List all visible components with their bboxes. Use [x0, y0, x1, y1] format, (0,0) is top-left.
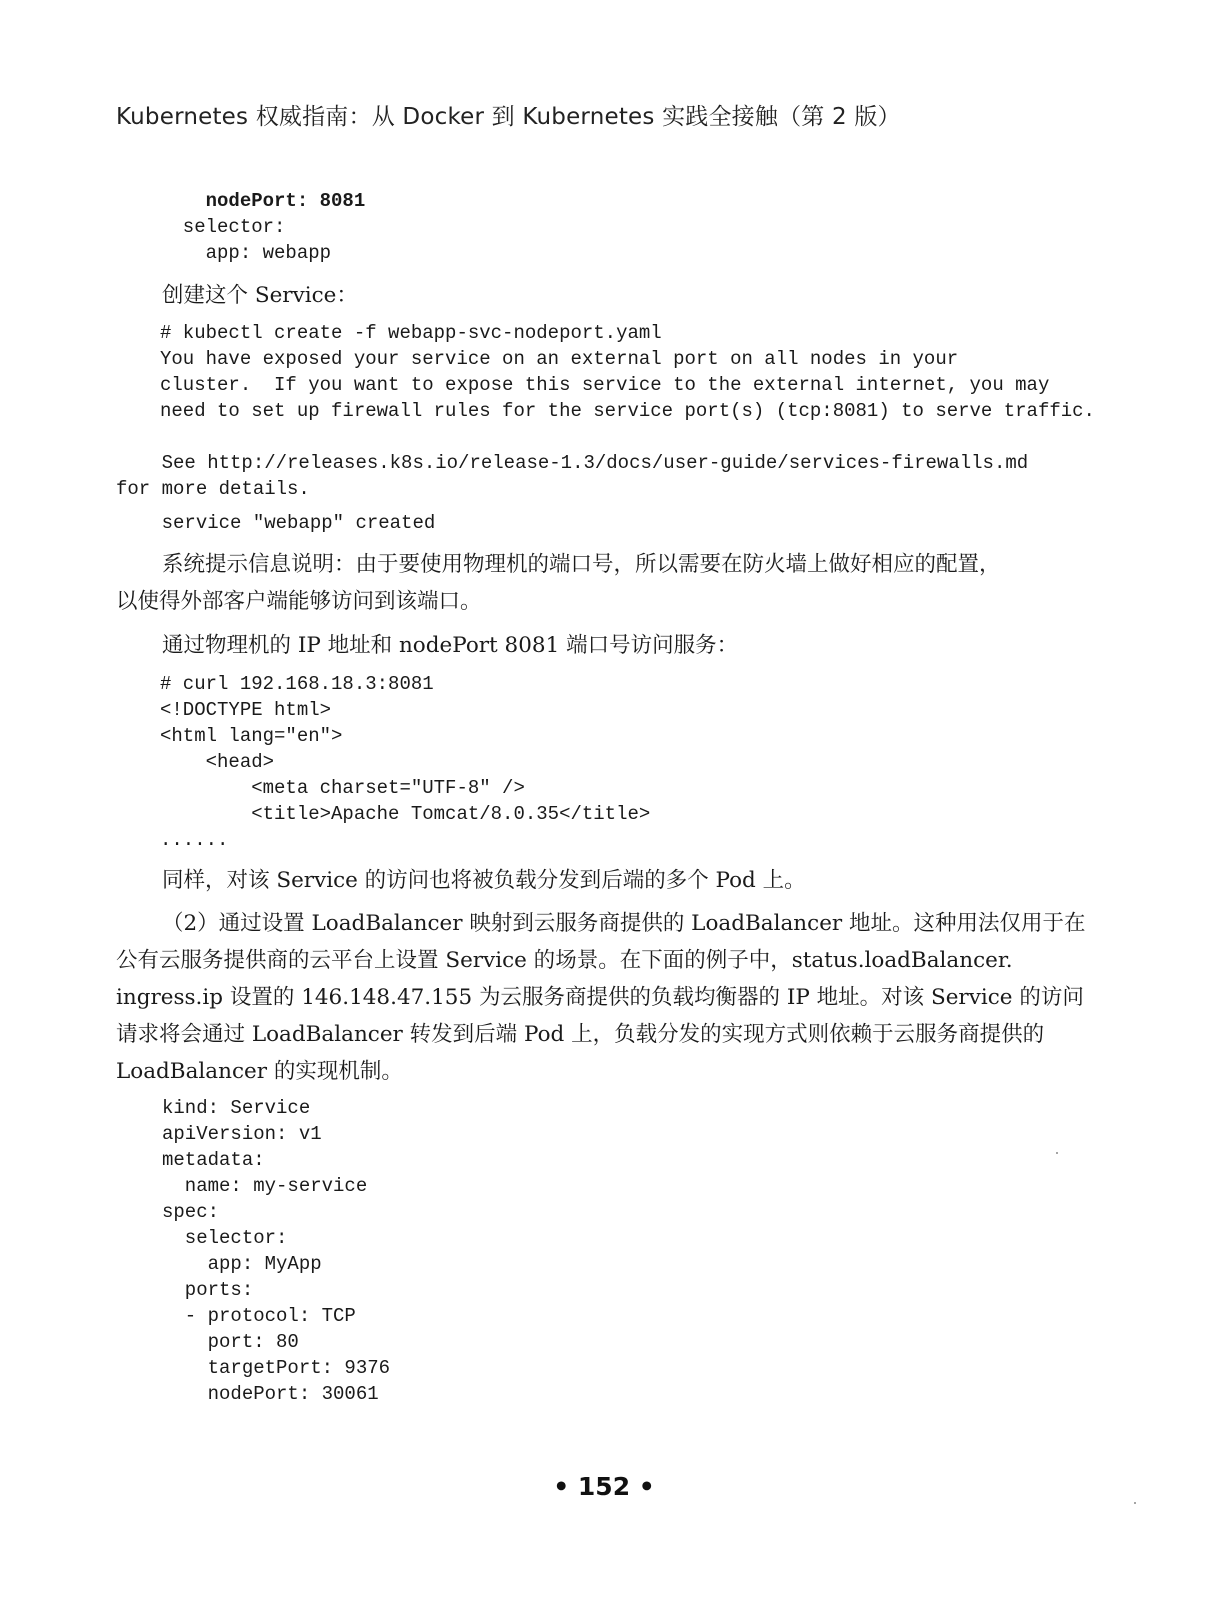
code-line: You have exposed your service on an external port on all nodes in your — [160, 348, 959, 370]
code-line: # kubectl create -f webapp-svc-nodeport.yaml — [160, 322, 662, 344]
code-block-service-yaml — [162, 1095, 390, 1407]
scan-speck — [1056, 1152, 1058, 1154]
code-line: nodePort: 8081 — [160, 190, 366, 212]
scan-speck — [1134, 1502, 1136, 1504]
code-line: metadata: — [162, 1149, 265, 1171]
paragraph-line: （2）通过设置 LoadBalancer 映射到云服务商提供的 LoadBalancer 地址。这种用法仅用于在 — [162, 911, 1086, 936]
code-line: <head> — [160, 751, 275, 773]
code-line: kind: Service — [162, 1097, 311, 1119]
code-line: # curl 192.168.18.3:8081 — [160, 673, 434, 695]
code-line: apiVersion: v1 — [162, 1123, 322, 1145]
code-line: <html lang="en"> — [160, 725, 343, 747]
running-header: Kubernetes 权威指南：从 Docker 到 Kubernetes 实践全接触（第 2 版） — [116, 104, 901, 130]
code-line: cluster. If you want to expose this service to the external internet, you may — [160, 374, 1050, 396]
code-line: - protocol: TCP — [162, 1305, 356, 1327]
code-line: name: my-service — [162, 1175, 368, 1197]
code-line: ports: — [162, 1279, 254, 1301]
paragraph-line: 请求将会通过 LoadBalancer 转发到后端 Pod 上，负载分发的实现方式则依赖于云服务商提供的 — [116, 1022, 1045, 1047]
paragraph-firewall-note — [116, 546, 1082, 620]
code-line: service "webapp" created — [116, 512, 436, 534]
paragraph-loadbalancer — [116, 905, 1086, 1090]
code-block-curl — [160, 671, 650, 853]
code-line: targetPort: 9376 — [162, 1357, 391, 1379]
paragraph-line: 公有云服务提供商的云平台上设置 Service 的场景。在下面的例子中，status.loadBalancer. — [116, 948, 1013, 973]
paragraph-line: LoadBalancer 的实现机制。 — [116, 1059, 403, 1084]
code-block-nodeport-tail — [160, 188, 365, 266]
paragraph-line: 同样，对该 Service 的访问也将被负载分发到后端的多个 Pod 上。 — [162, 868, 806, 893]
code-line: spec: — [162, 1201, 220, 1223]
code-line: need to set up firewall rules for the service port(s) (tcp:8081) to serve traffic. — [160, 400, 1095, 422]
code-line: <title>Apache Tomcat/8.0.35</title> — [160, 803, 651, 825]
paragraph-load-distribution — [116, 862, 1082, 899]
paragraph-line: 系统提示信息说明：由于要使用物理机的端口号，所以需要在防火墙上做好相应的配置， — [162, 552, 1001, 577]
code-line: See http://releases.k8s.io/release-1.3/docs/user-guide/services-firewalls.md — [116, 452, 1029, 474]
code-line: app: MyApp — [162, 1253, 322, 1275]
paragraph-line: 通过物理机的 IP 地址和 nodePort 8081 端口号访问服务： — [162, 633, 739, 658]
code-line: selector: — [160, 216, 286, 238]
paragraph-line: ingress.ip 设置的 146.148.47.155 为云服务商提供的负载均衡器的 IP 地址。对该 Service 的访问 — [116, 985, 1084, 1010]
page-number: • 152 • — [553, 1472, 655, 1501]
code-line: ...... — [160, 829, 229, 851]
code-block-kubectl-create — [160, 320, 1095, 424]
code-line: <!DOCTYPE html> — [160, 699, 332, 721]
code-line: selector: — [162, 1227, 288, 1249]
code-line: for more details. — [116, 478, 310, 500]
code-line: port: 80 — [162, 1331, 299, 1353]
code-line: nodePort: 30061 — [162, 1383, 379, 1405]
paragraph-line: 以使得外部客户端能够访问到该端口。 — [116, 589, 482, 614]
code-line: app: webapp — [160, 242, 332, 264]
code-line: <meta charset="UTF-8" /> — [160, 777, 525, 799]
paragraph-line: 创建这个 Service： — [162, 283, 358, 308]
paragraph-access-service — [116, 627, 1082, 664]
paragraph-create-service — [116, 277, 1082, 314]
code-block-see-details — [116, 450, 1028, 536]
